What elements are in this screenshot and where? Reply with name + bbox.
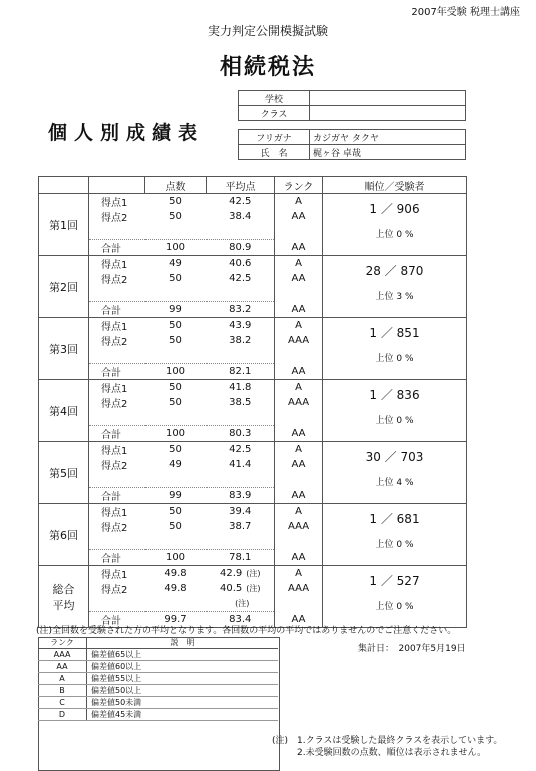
score-table (38, 176, 467, 628)
score2-average: 38.2 (229, 335, 252, 346)
score2-value: 49.8 (164, 583, 187, 594)
blank-cell (207, 348, 275, 364)
total-average: 78.1 (207, 550, 275, 566)
score2-label: 得点2 (101, 399, 128, 410)
blank-cell (207, 286, 275, 302)
placement-cell (323, 504, 467, 566)
blank-cell (145, 534, 207, 550)
blank-cell (145, 410, 207, 426)
score1-rank: A (275, 256, 323, 272)
total-average: 80.3 (207, 426, 275, 442)
footer-notes (272, 735, 502, 759)
total-average: 83.2 (207, 302, 275, 318)
total-rank: AA (275, 488, 323, 504)
score2-rank: AAA (275, 395, 323, 410)
placement-value: 1 ／ 851 (369, 326, 420, 340)
corner-cell (39, 177, 89, 194)
placement-value: 1 ／ 906 (369, 202, 420, 216)
score1-rank: A (275, 318, 323, 334)
score1-label: 得点1 (101, 446, 128, 457)
total-value: 100 (145, 426, 207, 442)
student-info-table (238, 90, 466, 160)
total-rank: AA (275, 302, 323, 318)
legend-rank: AAA (38, 649, 87, 661)
score2-label: 得点2 (101, 461, 128, 472)
score1-rank: A (275, 504, 323, 520)
blank-cell (145, 596, 207, 612)
top-percent: 上位 4 % (375, 478, 414, 488)
total-value: 99 (145, 488, 207, 504)
total-rank: AA (275, 550, 323, 566)
placement-cell (323, 442, 467, 504)
placement-cell (323, 194, 467, 256)
score2-rank: AA (275, 271, 323, 286)
score1-value: 49 (169, 258, 182, 269)
score1-value: 50 (169, 444, 182, 455)
subject-title: 相続税法 (219, 55, 316, 80)
blank-cell (207, 410, 275, 426)
blank-cell (207, 596, 275, 612)
total-rank: AA (275, 364, 323, 380)
legend-desc: 偏差値55以上 (87, 673, 279, 685)
total-value: 100 (145, 240, 207, 256)
score1-value: 49.8 (164, 568, 187, 579)
note-mark: (注) (235, 599, 250, 608)
legend-desc: 偏差値45未満 (87, 709, 279, 721)
score2-average: 40.5 (注) (219, 583, 261, 594)
blank-cell (275, 596, 323, 612)
blank-cell (207, 224, 275, 240)
info-value: カジガヤ タクヤ (310, 130, 466, 145)
score1-rank: A (275, 442, 323, 458)
score2-rank: AAA (275, 519, 323, 534)
note-mark: (注) (246, 569, 261, 578)
total-value: 100 (145, 550, 207, 566)
top-percent: 上位 0 % (375, 230, 414, 240)
blank-cell (145, 286, 207, 302)
note-mark: (注) (246, 584, 261, 593)
placement-cell (323, 318, 467, 380)
info-label: 学校 (239, 91, 310, 106)
score1-label: 得点1 (101, 322, 128, 333)
info-value (310, 91, 466, 106)
exam-subtitle: 実力判定公開模擬試験 (207, 24, 328, 38)
total-value: 99.7 (145, 612, 207, 628)
score1-average: 41.8 (229, 382, 252, 393)
round-name: 総合平均 (39, 566, 89, 628)
score2-value: 50 (169, 397, 182, 408)
score2-label: 得点2 (101, 337, 128, 348)
rank-legend (38, 637, 278, 721)
placement-value: 1 ／ 836 (369, 388, 420, 402)
legend-rank: AA (38, 661, 87, 673)
score1-label: 得点1 (101, 384, 128, 395)
legend-desc: 偏差値60以上 (87, 661, 279, 673)
round-name: 第1回 (39, 194, 89, 256)
total-label: 合計 (89, 612, 145, 628)
blank-cell (145, 348, 207, 364)
aggregation-date: 集計日： 2007年5月19日 (358, 644, 466, 654)
round-name: 第2回 (39, 256, 89, 318)
blank-cell (275, 224, 323, 240)
score1-label: 得点1 (101, 508, 128, 519)
score2-rank: AAA (275, 333, 323, 348)
score1-average: 42.5 (229, 196, 252, 207)
placement-value: 1 ／ 527 (369, 574, 420, 588)
round-name: 第4回 (39, 380, 89, 442)
score2-average: 38.7 (229, 521, 252, 532)
legend-rank: B (38, 685, 87, 697)
blank-cell (275, 410, 323, 426)
total-average: 83.4 (207, 612, 275, 628)
score2-average: 41.4 (229, 459, 252, 470)
blank-cell (89, 348, 145, 364)
score2-value: 50 (169, 521, 182, 532)
legend-head-rank: ランク (38, 637, 87, 649)
placement-value: 1 ／ 681 (369, 512, 420, 526)
blank-cell (89, 596, 145, 612)
score1-label: 得点1 (101, 260, 128, 271)
score1-rank: A (275, 566, 323, 582)
score2-average: 42.5 (229, 273, 252, 284)
total-value: 99 (145, 302, 207, 318)
header-score: 点数 (145, 177, 207, 194)
score2-value: 50 (169, 335, 182, 346)
blank-cell (207, 472, 275, 488)
header-rank: ランク (275, 177, 323, 194)
total-average: 83.9 (207, 488, 275, 504)
legend-desc: 偏差値65以上 (87, 649, 279, 661)
total-label: 合計 (89, 240, 145, 256)
score2-average: 38.4 (229, 211, 252, 222)
blank-cell (275, 348, 323, 364)
score2-label: 得点2 (101, 213, 128, 224)
round-name: 第6回 (39, 504, 89, 566)
top-percent: 上位 0 % (375, 354, 414, 364)
blank-cell (89, 472, 145, 488)
footer-note: 2.未受験回数の点数、順位は表示されません。 (297, 748, 487, 758)
round-name: 第3回 (39, 318, 89, 380)
score1-label: 得点1 (101, 570, 128, 581)
score2-label: 得点2 (101, 523, 128, 534)
score2-rank: AA (275, 209, 323, 224)
score1-average: 42.5 (229, 444, 252, 455)
total-rank: AA (275, 426, 323, 442)
info-value: 梶ヶ谷 卓哉 (310, 145, 466, 160)
placement-value: 28 ／ 870 (365, 264, 424, 278)
blank-cell (89, 410, 145, 426)
legend-head-desc: 説 明 (87, 637, 279, 649)
score1-value: 50 (169, 506, 182, 517)
header-average: 平均点 (207, 177, 275, 194)
total-label: 合計 (89, 488, 145, 504)
score1-average: 39.4 (229, 506, 252, 517)
info-label: クラス (239, 106, 310, 121)
score1-rank: A (275, 380, 323, 396)
info-label: 氏 名 (239, 145, 310, 160)
score1-value: 50 (169, 320, 182, 331)
total-average: 80.9 (207, 240, 275, 256)
top-percent: 上位 0 % (375, 540, 414, 550)
document-title: 個人別成績表 (48, 122, 205, 144)
top-percent: 上位 3 % (375, 292, 414, 302)
top-percent: 上位 0 % (375, 602, 414, 612)
legend-desc: 偏差値50以上 (87, 685, 279, 697)
score2-label: 得点2 (101, 585, 128, 596)
blank-cell (145, 224, 207, 240)
average-footnote: (注)全回数を受験された方の平均となります。各回数の平均の平均ではありませんのでご注意ください。 (36, 626, 457, 636)
blank-cell (275, 286, 323, 302)
blank-cell (89, 224, 145, 240)
round-name: 第5回 (39, 442, 89, 504)
corner-cell (89, 177, 145, 194)
score1-value: 50 (169, 196, 182, 207)
score2-value: 49 (169, 459, 182, 470)
score1-average: 42.9 (注) (219, 568, 261, 579)
score1-value: 50 (169, 382, 182, 393)
info-label: フリガナ (239, 130, 310, 145)
total-rank: AA (275, 612, 323, 628)
blank-cell (89, 286, 145, 302)
placement-value: 30 ／ 703 (365, 450, 424, 464)
blank-cell (89, 534, 145, 550)
placement-cell (323, 380, 467, 442)
total-value: 100 (145, 364, 207, 380)
score2-value: 50 (169, 273, 182, 284)
legend-rank: D (38, 709, 87, 721)
legend-rank: C (38, 697, 87, 709)
score2-average: 38.5 (229, 397, 252, 408)
top-percent: 上位 0 % (375, 416, 414, 426)
total-label: 合計 (89, 550, 145, 566)
course-name: 2007年受験 税理士講座 (411, 7, 520, 18)
total-average: 82.1 (207, 364, 275, 380)
total-rank: AA (275, 240, 323, 256)
placement-cell (323, 566, 467, 628)
score1-average: 40.6 (229, 258, 252, 269)
score1-label: 得点1 (101, 198, 128, 209)
footer-note: (注) 1.クラスは受験した最終クラスを表示しています。 (272, 736, 503, 746)
score2-rank: AA (275, 457, 323, 472)
total-label: 合計 (89, 426, 145, 442)
blank-cell (207, 534, 275, 550)
legend-desc: 偏差値50未満 (87, 697, 279, 709)
blank-cell (275, 534, 323, 550)
placement-cell (323, 256, 467, 318)
blank-cell (145, 472, 207, 488)
header-placement: 順位／受験者 (323, 177, 467, 194)
score2-value: 50 (169, 211, 182, 222)
score1-average: 43.9 (229, 320, 252, 331)
score2-rank: AAA (275, 581, 323, 596)
total-label: 合計 (89, 364, 145, 380)
info-value (310, 106, 466, 121)
legend-rank: A (38, 673, 87, 685)
score1-rank: A (275, 194, 323, 210)
blank-cell (275, 472, 323, 488)
score2-label: 得点2 (101, 275, 128, 286)
total-label: 合計 (89, 302, 145, 318)
